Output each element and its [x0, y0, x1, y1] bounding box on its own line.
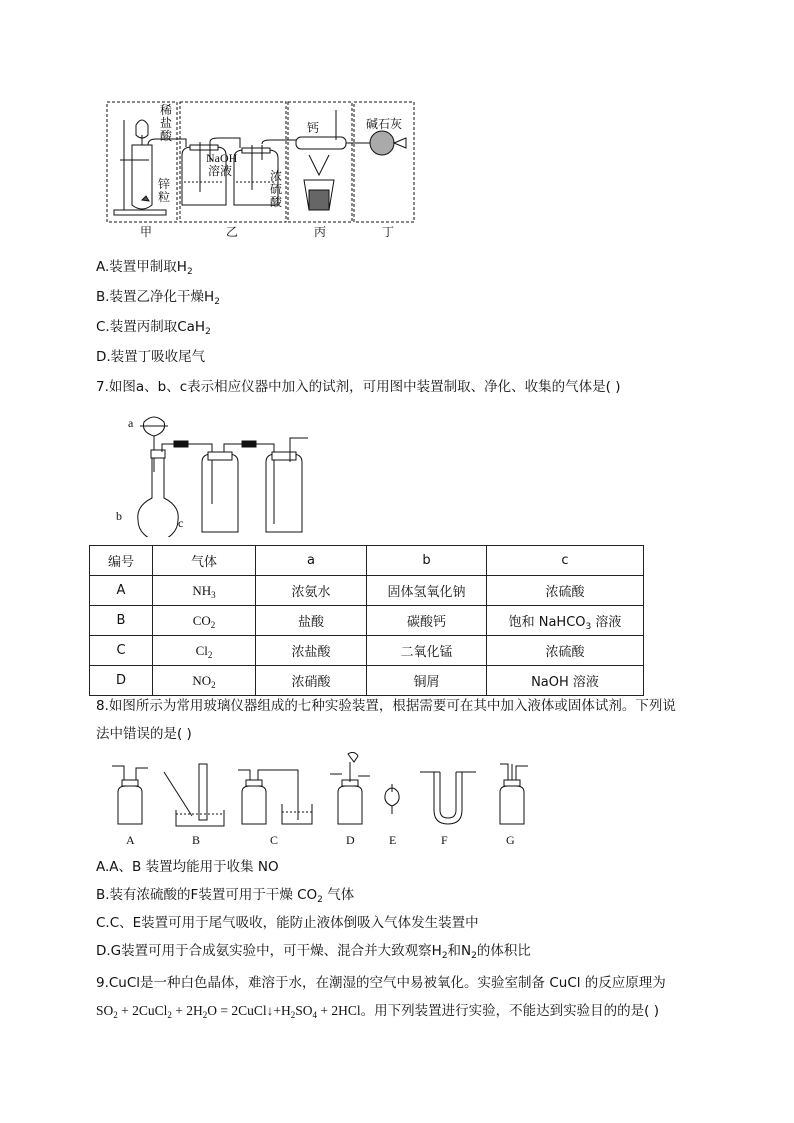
section-label-bing: 丙 — [314, 225, 327, 239]
label-soda-lime: 碱石灰 — [366, 117, 403, 131]
apparatus-figure-q6 — [104, 100, 434, 240]
label-zinc-2: 粒 — [158, 190, 171, 204]
fig-label-a: A — [126, 833, 135, 847]
header-gas: 气体 — [153, 546, 256, 576]
label-c: c — [178, 516, 184, 530]
fig-label-f: F — [441, 833, 448, 847]
label-h2so4-2: 硫 — [270, 182, 283, 196]
fig-label-d: D — [346, 833, 355, 847]
table-row — [90, 606, 644, 636]
cell-a: 浓硝酸 — [256, 666, 367, 696]
header-c: c — [487, 546, 644, 576]
q7-options-table — [89, 545, 644, 696]
fig-label-e: E — [389, 833, 397, 847]
cell-a: 浓氨水 — [256, 576, 367, 606]
fig-label-b: B — [192, 833, 201, 847]
cell-gas: $Cl_2$ — [153, 636, 256, 666]
label-dilute-hcl-1: 稀 — [160, 103, 173, 117]
table-row — [90, 666, 644, 696]
q8-option-a: A.A、B 装置均能用于收集 NO — [96, 859, 279, 875]
cell-gas: $CO_2$ — [153, 606, 256, 636]
cell-c: 浓硫酸 — [487, 576, 644, 606]
cell-b: 固体氢氧化钠 — [367, 576, 487, 606]
cell-id: A — [90, 576, 153, 606]
label-dilute-hcl-2: 盐 — [160, 116, 173, 130]
label-a: a — [128, 416, 134, 430]
q6-option-d: D.装置丁吸收尾气 — [96, 349, 206, 365]
apparatus-figure-q8 — [104, 752, 544, 852]
table-header-row — [90, 546, 644, 576]
table-row — [90, 576, 644, 606]
header-a: a — [256, 546, 367, 576]
q8-option-c: C.C、E装置可用于尾气吸收，能防止液体倒吸入气体发生装置中 — [96, 915, 479, 931]
cell-b: 碳酸钙 — [367, 606, 487, 636]
q8-option-b: B.装有浓硫酸的F装置可用于干燥 $CO_2$ 气体 — [96, 887, 355, 905]
cell-a: 浓盐酸 — [256, 636, 367, 666]
cell-id: D — [90, 666, 153, 696]
q8-option-d: D.G装置可用于合成氨实验中，可干燥、混合并大致观察$H_2$和$N_2$的体积比 — [96, 943, 531, 961]
q7-stem: 7.如图a、b、c表示相应仪器中加入的试剂，可用图中装置制取、净化、收集的气体是( ) — [96, 379, 621, 395]
cell-b: 二氧化锰 — [367, 636, 487, 666]
cell-a: 盐酸 — [256, 606, 367, 636]
apparatus-figure-q7 — [114, 412, 334, 537]
cell-c: 浓硫酸 — [487, 636, 644, 666]
section-label-yi: 乙 — [226, 225, 239, 239]
cell-gas: $NH_3$ — [153, 576, 256, 606]
cell-b: 铜屑 — [367, 666, 487, 696]
label-h2so4-1: 浓 — [270, 169, 283, 183]
cell-c: 饱和 NaHCO$_3$ 溶液 — [487, 606, 644, 636]
label-h2so4-3: 酸 — [270, 195, 283, 209]
q9-stem-line1: 9.CuCl是一种白色晶体，难溶于水，在潮湿的空气中易被氧化。实验室制备 CuCl 的反应原理为 — [96, 975, 666, 991]
q6-option-b: B.装置乙净化干燥$H_2$ — [96, 289, 220, 307]
q6-option-c: C.装置丙制取CaH$_2$ — [96, 319, 211, 337]
q6-option-a: A.装置甲制取$H_2$ — [96, 259, 193, 277]
cell-id: B — [90, 606, 153, 636]
fig-label-g: G — [506, 833, 515, 847]
label-dilute-hcl-3: 酸 — [160, 129, 173, 143]
q8-stem-line1: 8.如图所示为常用玻璃仪器组成的七种实验装置，根据需要可在其中加入液体或固体试剂。下列说 — [96, 698, 676, 714]
cell-gas: $NO_2$ — [153, 666, 256, 696]
q8-stem-line2: 法中错误的是( ) — [96, 726, 192, 742]
label-naoh-1: NaOH — [206, 151, 238, 165]
fig-label-c: C — [270, 833, 279, 847]
q9-stem-tail: 。用下列装置进行实验，不能达到实验目的的是( ) — [360, 1003, 659, 1019]
q9-stem-line2 — [96, 1002, 659, 1020]
q9-equation: $SO_2$ + 2CuCl$_2$ + $2H_2O$ = $2CuCl↓+H_2SO_4 + 2HCl$ — [96, 1003, 361, 1020]
cell-id: C — [90, 636, 153, 666]
section-label-jia: 甲 — [140, 225, 153, 239]
cell-c: NaOH 溶液 — [487, 666, 644, 696]
header-b: b — [367, 546, 487, 576]
header-id: 编号 — [90, 546, 153, 576]
label-b: b — [116, 509, 122, 523]
section-label-ding: 丁 — [382, 225, 395, 239]
label-calcium: 钙 — [307, 121, 320, 135]
label-naoh-2: 溶液 — [208, 164, 233, 178]
table-row — [90, 636, 644, 666]
label-zinc-1: 锌 — [158, 177, 171, 191]
